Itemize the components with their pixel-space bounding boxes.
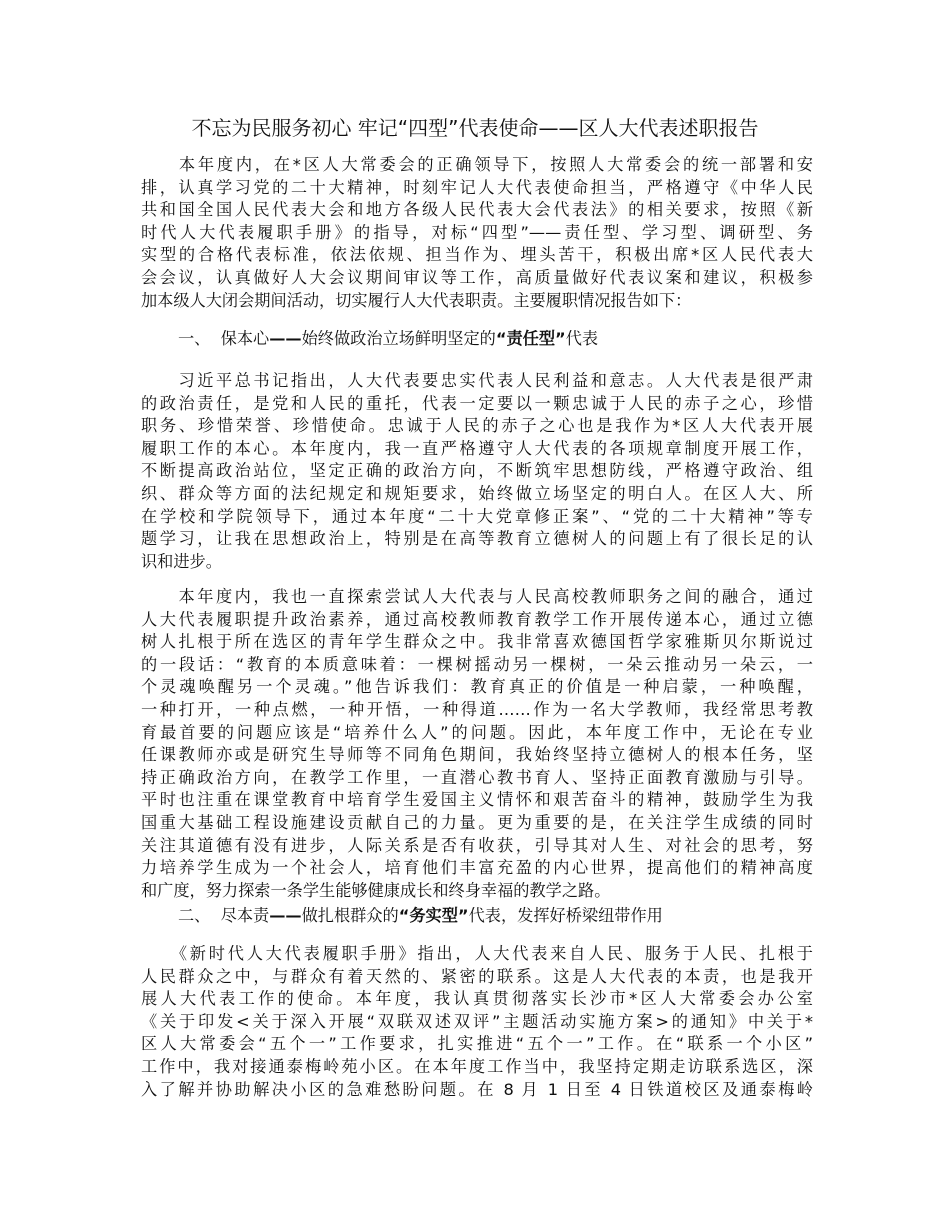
intro-paragraph	[141, 154, 813, 312]
section-heading-1	[178, 328, 598, 350]
section-dash: ——	[269, 329, 302, 348]
section-number: 二、	[178, 906, 211, 925]
section-tail: 代表	[565, 329, 599, 348]
section-dash: ——	[269, 906, 302, 925]
section-lead: 保本心	[220, 329, 270, 348]
text-line: 《新时代人大代表履职手册》指出，人大代表来自人民、服务于人民、扎根于	[141, 944, 813, 963]
text-line: 的一段话：“教育的本质意味着：一棵树摇动另一棵树，一朵云推动另一朵云，一	[141, 654, 813, 674]
text-line: 持正确政治方向，在教学工作里，一直潜心教书育人、坚持正面教育激励与引导。	[141, 767, 813, 787]
section2-paragraph-1	[141, 943, 813, 1101]
section-lead: 尽本责	[220, 906, 270, 925]
text-line: 区人大常委会“五个一”工作要求，扎实推进“五个一”工作。在“联系一个小区”	[141, 1034, 813, 1054]
section-number: 一、	[178, 329, 211, 348]
text-line: 任课教师亦或是研究生导师等不同角色期间，我始终坚持立德树人的根本任务，坚	[141, 745, 813, 765]
text-line: 人大代表履职提升政治素养，通过高校教师教育教学工作开展传递本心，通过立德	[141, 609, 813, 629]
text-line: 习近平总书记指出，人大代表要忠实代表人民利益和意志。人大代表是很严肃	[141, 371, 813, 390]
text-line: 力培养学生成为一个社会人，培育他们丰富充盈的内心世界，提高他们的精神高度	[141, 858, 813, 878]
text-line: 本年度内，我也一直探索尝试人大代表与人民高校教师职务之间的融合，通过	[141, 587, 813, 606]
text-line: 育最首要的问题应该是“培养什么人”的问题。因此，本年度工作中，无论在专业	[141, 722, 813, 742]
section-quoted: “务实型”	[398, 906, 469, 925]
text-line: 实型的合格代表标准，依法依规、担当作为、埋头苦干，积极出席*区人民代表大	[141, 245, 813, 265]
text-line: 会会议，认真做好人大会议期间审议等工作，高质量做好代表议案和建议，积极参	[141, 267, 813, 287]
text-line: 时代人大代表履职手册》的指导，对标“四型”——责任型、学习型、调研型、务	[141, 222, 813, 242]
section-quoted: “责任型”	[495, 329, 566, 348]
text-line: 平时也注重在课堂教育中培育学生爱国主义情怀和艰苦奋斗的精神，鼓励学生为我	[141, 790, 813, 810]
text-line: 人民群众之中，与群众有着天然的、紧密的联系。这是人大代表的本责，也是我开	[141, 966, 813, 986]
section1-paragraph-1	[141, 370, 813, 573]
text-line: 工作中，我对接通泰梅岭苑小区。在本年度工作当中，我坚持定期走访联系选区，深	[141, 1056, 813, 1076]
text-line: 树人扎根于所在选区的青年学生群众之中。我非常喜欢德国哲学家雅斯贝尔斯说过	[141, 632, 813, 652]
text-line: 识和进步。	[141, 551, 222, 571]
text-line: 的政治责任，是党和人民的重托，代表一定要以一颗忠诚于人民的赤子之心，珍惜	[141, 393, 813, 413]
text-line: 和广度，努力探索一条学生能够健康成长和终身幸福的教学之路。	[141, 880, 611, 900]
section1-paragraph-2	[141, 586, 813, 902]
text-line: 关注其道德有没有进步，人际关系是否有收获，引导其对人生、对社会的思考，努	[141, 835, 813, 855]
section-text: 始终做政治立场鲜明坚定的	[301, 329, 496, 348]
text-line: 展人大代表工作的使命。本年度，我认真贯彻落实长沙市*区人大常委会办公室	[141, 989, 813, 1009]
text-line: 职务、珍惜荣誉、珍惜使命。忠诚于人民的赤子之心也是我作为*区人大代表开展	[141, 416, 813, 436]
text-line: 共和国全国人民代表大会和地方各级人民代表大会代表法》的相关要求，按照《新	[141, 200, 813, 220]
text-line: 《关于印发<关于深入开展“双联双述双评”主题活动实施方案>的通知》中关于*	[141, 1011, 813, 1031]
text-line: 不断提高政治站位，坚定正确的政治方向，不断筑牢思想防线，严格遵守政治、组	[141, 461, 813, 481]
text-line: 本年度内，在*区人大常委会的正确领导下，按照人大常委会的统一部署和安	[141, 155, 813, 174]
text-line: 履职工作的本心。本年度内，我一直严格遵守人大代表的各项规章制度开展工作，	[141, 438, 813, 458]
document-title: 不忘为民服务初心 牢记“四型”代表使命——区人大代表述职报告	[191, 116, 759, 140]
section-text: 做扎根群众的	[301, 906, 399, 925]
text-line: 个灵魂唤醒另一个灵魂。”他告诉我们：教育真正的价值是一种启蒙，一种唤醒，	[141, 677, 813, 697]
text-line: 排，认真学习党的二十大精神，时刻牢记人大代表使命担当，严格遵守《中华人民	[141, 177, 813, 197]
text-line: 一种打开，一种点燃，一种开悟，一种得道……作为一名大学教师，我经常思考教	[141, 699, 813, 719]
text-line: 在学校和学院领导下，通过本年度“二十大党章修正案”、“党的二十大精神”等专	[141, 506, 813, 526]
text-line: 国重大基础工程设施建设贡献自己的力量。更为重要的是，在关注学生成绩的同时	[141, 812, 813, 832]
text-line: 入了解并协助解决小区的急难愁盼问题。在 8 月 1 日至 4 日铁道校区及通泰梅岭	[141, 1079, 813, 1099]
text-line: 织、群众等方面的法纪规定和规矩要求，始终做立场坚定的明白人。在区人大、所	[141, 483, 813, 503]
section-heading-2	[178, 905, 663, 927]
text-line: 加本级人大闭会期间活动，切实履行人大代表职责。主要履职情况报告如下：	[141, 290, 692, 310]
section-tail: 代表，发挥好桥梁纽带作用	[468, 906, 663, 925]
text-line: 题学习，让我在思想政治上，特别是在高等教育立德树人的问题上有了很长足的认	[141, 529, 813, 549]
